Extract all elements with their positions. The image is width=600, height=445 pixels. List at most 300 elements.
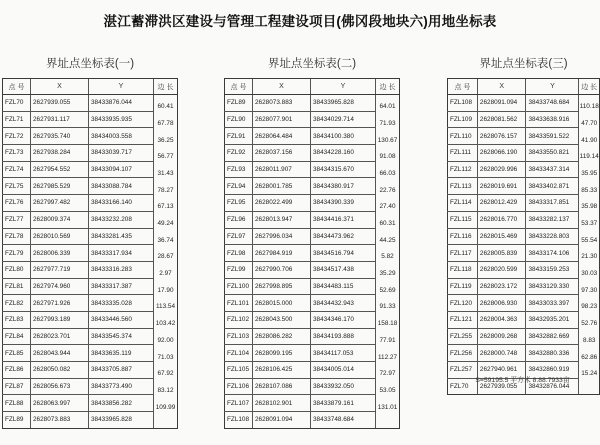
y-cell: 38434483.115 [311, 278, 376, 295]
table-row [225, 211, 400, 228]
edge-length: 52.69 [379, 286, 396, 294]
coordinate-panel-2 [224, 56, 400, 429]
y-cell: 38433166.140 [89, 195, 154, 212]
table-row [448, 161, 600, 178]
y-cell: 38433748.684 [311, 412, 376, 429]
y-cell: 38433039.717 [89, 145, 154, 162]
table-row [225, 295, 400, 312]
y-cell: 38432880.336 [526, 345, 579, 362]
x-cell: 2628023.172 [477, 278, 526, 295]
area-summary: S=59195.5 平方米 8.88.7933亩 [475, 377, 570, 384]
header-x: X [31, 79, 89, 95]
point-cell: FZL71 [3, 111, 31, 128]
x-cell: 2627938.284 [31, 145, 89, 162]
point-cell: FZL255 [448, 328, 478, 345]
edge-length: 112.27 [377, 353, 398, 361]
point-cell: FZL99 [225, 261, 253, 278]
y-cell: 38433446.560 [89, 311, 154, 328]
point-cell: FZL105 [225, 362, 253, 379]
header-point: 点 号 [225, 79, 253, 95]
x-cell: 2627974.960 [31, 278, 89, 295]
x-cell: 2628081.562 [477, 111, 526, 128]
y-cell: 38433159.253 [526, 261, 579, 278]
y-cell: 38433094.107 [89, 161, 154, 178]
table-row [3, 278, 178, 295]
y-cell: 38433879.161 [311, 395, 376, 412]
point-cell: FZL93 [225, 161, 253, 178]
edge-length: 66.03 [379, 169, 396, 177]
edge-length: 119.14 [579, 153, 599, 161]
header-edge: 边 长 [579, 79, 600, 95]
y-cell: 38433129.330 [526, 278, 579, 295]
header-x: X [253, 79, 311, 95]
edge-length: 35.95 [581, 169, 598, 177]
table-row [3, 111, 178, 128]
y-cell: 38433591.522 [526, 128, 579, 145]
y-cell: 38433965.828 [311, 95, 376, 112]
point-cell: FZL256 [448, 345, 478, 362]
x-cell: 2628043.944 [31, 345, 89, 362]
y-cell: 38433773.490 [89, 378, 154, 395]
y-cell: 38434390.339 [311, 195, 376, 212]
y-cell: 38433550.821 [526, 145, 579, 162]
y-cell: 38432860.919 [526, 362, 579, 379]
x-cell: 2628091.094 [477, 95, 526, 112]
x-cell: 2628064.484 [253, 128, 311, 145]
point-cell: FZL72 [3, 128, 31, 145]
edge-length: 15.24 [581, 370, 598, 378]
table-row [3, 95, 178, 112]
point-cell: FZL82 [3, 295, 31, 312]
x-cell: 2628050.082 [31, 362, 89, 379]
edge-length: 91.33 [379, 303, 396, 311]
edge-length: 60.31 [379, 220, 396, 227]
edge-length: 67.92 [157, 370, 174, 378]
y-cell: 38434315.670 [311, 161, 376, 178]
point-cell: FZL77 [3, 211, 31, 228]
edge-length: 56.77 [157, 153, 174, 161]
point-cell: FZL96 [225, 211, 253, 228]
point-cell: FZL121 [448, 311, 478, 328]
x-cell: 2628016.770 [477, 211, 526, 228]
point-cell: FZL75 [3, 178, 31, 195]
table-row [3, 178, 178, 195]
x-cell: 2628015.469 [477, 228, 526, 245]
edge-length: 44.25 [379, 236, 396, 244]
edge-cell [376, 403, 400, 429]
table-row [448, 195, 600, 212]
y-cell: 38434473.962 [311, 228, 376, 245]
x-cell: 2628013.947 [253, 211, 311, 228]
table-row [3, 345, 178, 362]
point-cell: FZL101 [225, 295, 253, 312]
x-cell: 2628043.500 [253, 311, 311, 328]
x-cell: 2628006.930 [477, 295, 526, 312]
point-cell: FZL97 [225, 228, 253, 245]
table-row [3, 145, 178, 162]
table-row [3, 311, 178, 328]
table-row [225, 378, 400, 395]
x-cell: 2628106.425 [253, 362, 311, 379]
x-cell: 2628011.907 [253, 161, 311, 178]
y-cell: 38434003.558 [89, 128, 154, 145]
point-cell: FZL78 [3, 228, 31, 245]
x-cell: 2628015.000 [253, 295, 311, 312]
x-cell: 2628023.701 [31, 328, 89, 345]
x-cell: 2627990.706 [253, 261, 311, 278]
x-cell: 2627984.919 [253, 245, 311, 262]
x-cell: 2628086.282 [253, 328, 311, 345]
header-y: Y [311, 79, 376, 95]
table-row [448, 211, 600, 228]
edge-length: 30.03 [581, 270, 598, 278]
point-cell: FZL103 [225, 328, 253, 345]
x-cell: 2627954.552 [31, 161, 89, 178]
point-cell: FZL88 [3, 395, 31, 412]
edge-length: 67.78 [157, 119, 174, 127]
table-header-row [448, 79, 600, 95]
point-cell: FZL106 [225, 378, 253, 395]
table-row [225, 412, 400, 429]
header-point: 点 号 [3, 79, 31, 95]
edge-cell [154, 403, 178, 429]
panel-title: 界址点坐标表(二) [267, 58, 357, 70]
table-row [448, 328, 600, 345]
table-row [448, 311, 600, 328]
edge-length: 72.97 [379, 370, 396, 378]
y-cell: 38434380.917 [311, 178, 376, 195]
x-cell: 2628009.374 [31, 211, 89, 228]
x-cell: 2628009.268 [477, 328, 526, 345]
point-cell: FZL110 [448, 128, 478, 145]
table-row [225, 278, 400, 295]
edge-length: 62.86 [581, 353, 598, 361]
table-row [225, 328, 400, 345]
table-row [225, 228, 400, 245]
edge-length: 103.42 [155, 320, 176, 328]
edge-length: 131.01 [377, 403, 398, 411]
y-cell: 38433228.803 [526, 228, 579, 245]
x-cell: 2628037.156 [253, 145, 311, 162]
coordinate-table [2, 78, 178, 429]
point-cell: FZL76 [3, 195, 31, 212]
x-cell: 2628010.569 [31, 228, 89, 245]
y-cell: 38433088.784 [89, 178, 154, 195]
y-cell: 38433876.044 [89, 95, 154, 112]
edge-length: 158.18 [377, 320, 398, 328]
x-cell: 2628056.673 [31, 378, 89, 395]
point-cell: FZL70 [3, 95, 31, 112]
edge-length: 22.76 [379, 186, 396, 194]
point-cell: FZL112 [448, 161, 478, 178]
x-cell: 2627998.895 [253, 278, 311, 295]
table-row [3, 161, 178, 178]
x-cell: 2628020.599 [477, 261, 526, 278]
edge-length: 85.33 [581, 186, 598, 194]
point-cell: FZL111 [448, 145, 478, 162]
point-cell: FZL108 [448, 95, 478, 112]
coordinate-panel-1 [2, 56, 178, 429]
table-row [225, 128, 400, 145]
table-row [225, 161, 400, 178]
table-row [225, 362, 400, 379]
table-header-row [3, 79, 178, 95]
table-row [3, 328, 178, 345]
header-y: Y [526, 79, 579, 95]
table-row [3, 295, 178, 312]
x-cell: 2627971.926 [31, 295, 89, 312]
edge-length: 21.30 [581, 253, 598, 261]
y-cell: 38433932.050 [311, 378, 376, 395]
point-cell: FZL89 [3, 412, 31, 429]
table-row [3, 412, 178, 429]
x-cell: 2628107.086 [253, 378, 311, 395]
table-row [225, 311, 400, 328]
edge-length: 55.54 [581, 236, 598, 244]
table-row [3, 261, 178, 278]
x-cell: 2628000.748 [477, 345, 526, 362]
y-cell: 38433232.208 [89, 211, 154, 228]
table-row [225, 345, 400, 362]
edge-length: 71.93 [379, 119, 396, 127]
header-edge: 边 长 [154, 79, 178, 95]
edge-length: 113.54 [155, 303, 176, 311]
x-cell: 2628099.195 [253, 345, 311, 362]
edge-length: 8.83 [582, 336, 596, 344]
point-cell: FZL117 [448, 245, 478, 262]
edge-length: 36.74 [157, 236, 174, 244]
point-cell: FZL73 [3, 145, 31, 162]
edge-length: 28.67 [157, 253, 174, 261]
table-row [225, 178, 400, 195]
point-cell: FZL84 [3, 328, 31, 345]
edge-length: 5.82 [381, 253, 394, 261]
edge-length: 78.27 [157, 186, 174, 194]
edge-length: 2.97 [159, 270, 172, 278]
x-cell: 2628102.901 [253, 395, 311, 412]
table-row [3, 211, 178, 228]
y-cell: 38433437.314 [526, 161, 579, 178]
point-cell: FZL109 [448, 111, 478, 128]
x-cell: 2628012.429 [477, 195, 526, 212]
y-cell: 38433935.935 [89, 111, 154, 128]
table-row [3, 395, 178, 412]
x-cell: 2628073.883 [253, 95, 311, 112]
point-cell: FZL70 [448, 378, 478, 395]
edge-length: 41.90 [581, 136, 598, 144]
edge-length: 35.98 [581, 203, 598, 211]
table-row [3, 128, 178, 145]
header-x: X [477, 79, 526, 95]
y-cell: 38433965.828 [89, 412, 154, 429]
y-cell: 38434005.014 [311, 362, 376, 379]
point-cell: FZL74 [3, 161, 31, 178]
x-cell: 2628029.996 [477, 161, 526, 178]
edge-length: 67.13 [157, 203, 174, 211]
x-cell: 2627997.482 [31, 195, 89, 212]
x-cell: 2627939.055 [31, 95, 89, 112]
y-cell: 38432882.669 [526, 328, 579, 345]
table-row [448, 345, 600, 362]
y-cell: 38433402.871 [526, 178, 579, 195]
point-cell: FZL98 [225, 245, 253, 262]
table-row [225, 111, 400, 128]
y-cell: 38434516.794 [311, 245, 376, 262]
point-cell: FZL95 [225, 195, 253, 212]
x-cell: 2628006.339 [31, 245, 89, 262]
x-cell: 2627977.719 [31, 261, 89, 278]
x-cell: 2628076.157 [477, 128, 526, 145]
coordinate-table [447, 78, 600, 395]
x-cell: 2628091.094 [253, 412, 311, 429]
point-cell: FZL94 [225, 178, 253, 195]
edge-length: 17.90 [157, 286, 174, 294]
edge-length: 31.43 [157, 169, 174, 177]
x-cell: 2628004.363 [477, 311, 526, 328]
y-cell: 38434346.170 [311, 311, 376, 328]
edge-length: 52.76 [581, 320, 598, 328]
edge-length: 49.24 [157, 220, 174, 227]
edge-length: 35.29 [379, 270, 396, 278]
edge-length: 36.25 [157, 136, 174, 144]
edge-length: 77.91 [379, 336, 396, 344]
header-point: 点 号 [448, 79, 478, 95]
point-cell: FZL81 [3, 278, 31, 295]
point-cell: FZL104 [225, 345, 253, 362]
point-cell: FZL114 [448, 195, 478, 212]
y-cell: 38434117.053 [311, 345, 376, 362]
point-cell: FZL113 [448, 178, 478, 195]
panel-title: 界址点坐标表(三) [479, 58, 568, 70]
edge-length: 98.23 [581, 303, 598, 311]
x-cell: 2628077.901 [253, 111, 311, 128]
point-cell: FZL116 [448, 228, 478, 245]
x-cell: 2628073.883 [31, 412, 89, 429]
y-cell: 38432876.044 [526, 378, 579, 395]
x-cell: 2628022.499 [253, 195, 311, 212]
point-cell: FZL257 [448, 362, 478, 379]
point-cell: FZL90 [225, 111, 253, 128]
panel-title: 界址点坐标表(一) [45, 58, 135, 70]
y-cell: 38433317.851 [526, 195, 579, 212]
x-cell: 2628066.190 [477, 145, 526, 162]
y-cell: 38433856.282 [89, 395, 154, 412]
table-row [225, 261, 400, 278]
table-row [3, 378, 178, 395]
point-cell: FZL107 [225, 395, 253, 412]
y-cell: 38433282.137 [526, 211, 579, 228]
x-cell: 2628001.785 [253, 178, 311, 195]
point-cell: FZL119 [448, 278, 478, 295]
point-cell: FZL92 [225, 145, 253, 162]
y-cell: 38433635.119 [89, 345, 154, 362]
x-cell: 2627993.189 [31, 311, 89, 328]
table-row [448, 228, 600, 245]
y-cell: 38433545.374 [89, 328, 154, 345]
y-cell: 38434193.888 [311, 328, 376, 345]
x-cell: 2628019.691 [477, 178, 526, 195]
point-cell: FZL89 [225, 95, 253, 112]
point-cell: FZL115 [448, 211, 478, 228]
point-cell: FZL91 [225, 128, 253, 145]
document-title: 湛江蓄滞洪区建设与管理工程建设项目(佛冈段地块六)用地坐标表 [103, 14, 497, 29]
point-cell: FZL102 [225, 311, 253, 328]
edge-length: 130.67 [377, 136, 398, 144]
table-row [448, 178, 600, 195]
y-cell: 38432935.201 [526, 311, 579, 328]
table-row [225, 395, 400, 412]
y-cell: 38433748.684 [526, 95, 579, 112]
table-row [448, 295, 600, 312]
edge-length: 92.00 [157, 336, 174, 344]
y-cell: 38434228.160 [311, 145, 376, 162]
header-edge: 边 长 [376, 79, 400, 95]
x-cell: 2627940.961 [477, 362, 526, 379]
coordinate-table [224, 78, 400, 429]
edge-length: 27.40 [379, 203, 396, 211]
edge-length: 60.41 [157, 103, 174, 111]
table-row [3, 228, 178, 245]
y-cell: 38434029.714 [311, 111, 376, 128]
edge-length: 83.12 [157, 386, 174, 394]
table-header-row [225, 79, 400, 95]
point-cell: FZL118 [448, 261, 478, 278]
point-cell: FZL85 [3, 345, 31, 362]
table-row [448, 145, 600, 162]
edge-length: 110.18 [579, 103, 599, 111]
table-row [448, 245, 600, 262]
y-cell: 38433316.283 [89, 261, 154, 278]
header-y: Y [89, 79, 154, 95]
edge-length: 47.70 [581, 119, 598, 127]
edge-length: 91.08 [379, 153, 396, 161]
y-cell: 38434100.380 [311, 128, 376, 145]
table-row [448, 278, 600, 295]
point-cell: FZL83 [3, 311, 31, 328]
point-cell: FZL80 [3, 261, 31, 278]
edge-length: 109.99 [155, 403, 176, 411]
x-cell: 2627935.740 [31, 128, 89, 145]
point-cell: FZL79 [3, 245, 31, 262]
x-cell: 2628063.997 [31, 395, 89, 412]
table-row [3, 245, 178, 262]
y-cell: 38433638.916 [526, 111, 579, 128]
point-cell: FZL108 [225, 412, 253, 429]
point-cell: FZL86 [3, 362, 31, 379]
y-cell: 38433317.934 [89, 245, 154, 262]
point-cell: FZL120 [448, 295, 478, 312]
y-cell: 38433335.028 [89, 295, 154, 312]
table-row [225, 145, 400, 162]
point-cell: FZL100 [225, 278, 253, 295]
edge-length: 97.30 [581, 286, 598, 294]
table-row [225, 95, 400, 112]
y-cell: 38433033.397 [526, 295, 579, 312]
y-cell: 38433174.106 [526, 245, 579, 262]
x-cell: 2627939.055 [477, 378, 526, 395]
y-cell: 38434517.438 [311, 261, 376, 278]
point-cell: FZL87 [3, 378, 31, 395]
table-row [448, 261, 600, 278]
y-cell: 38434416.371 [311, 211, 376, 228]
edge-length: 53.37 [581, 220, 598, 227]
x-cell: 2628005.839 [477, 245, 526, 262]
table-row [448, 128, 600, 145]
y-cell: 38433705.887 [89, 362, 154, 379]
edge-length: 64.01 [379, 103, 396, 111]
table-row [3, 195, 178, 212]
table-row [225, 245, 400, 262]
